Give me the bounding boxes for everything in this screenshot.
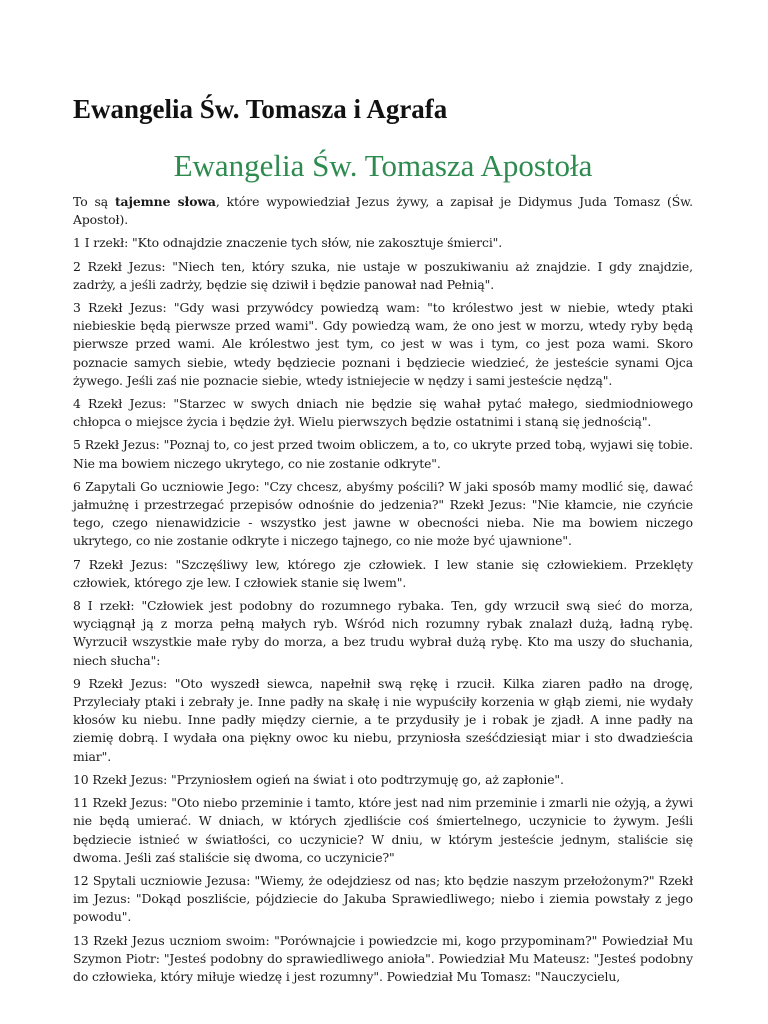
section-heading: Ewangelia Św. Tomasza Apostoła	[173, 148, 593, 183]
verse-7: 7 Rzekł Jezus: "Szczęśliwy lew, którego zje człowiek. I lew stanie się człowiekiem. Przeklęty człowiek, którego zje lew. I człowiek stanie się lwem".	[73, 556, 693, 590]
verse-5: 5 Rzekł Jezus: "Poznaj to, co jest przed twoim obliczem, a to, co ukryte przed tobą, wyjawi się tobie. Nie ma bowiem niczego ukrytego, co nie zostanie odkryte".	[73, 437, 693, 471]
intro-bold-phrase: tajemne słowa	[114, 194, 216, 209]
intro-prefix: To są	[73, 194, 115, 209]
document-page	[73, 0, 693, 991]
verse-10: 10 Rzekł Jezus: "Przyniosłem ogień na świat i oto podtrzymuję go, aż zapłonie".	[73, 771, 564, 787]
intro-paragraph	[73, 193, 693, 229]
verse-2: 2 Rzekł Jezus: "Niech ten, który szuka, nie ustaje w poszukiwaniu aż znajdzie. I gdy znajdzie, zadrży, a jeśli zadrży, będzie się dziwił i będzie panował nad Pełnią".	[73, 258, 693, 292]
intro-suffix: , które wypowiedział Jezus żywy, a zapisał je Didymus Juda Tomasz (Św. Apostoł).	[73, 194, 693, 228]
verse-9: 9 Rzekł Jezus: "Oto wyszedł siewca, napełnił swą rękę i rzucił. Kilka ziaren padło na drogę, Przyleciały ptaki i zebrały je. Inne padły na skałę i nie wypuściły korzenia w głąb ziemi, nie wydały kłosów ku niebu. Inne padły między ciernie, a te przydusiły je i robak je zjadł. A inne padły na ziemię dobrą. I wydała ona piękny owoc ku niebu, przyniosła sześćdziesiąt miar i sto dwadzieścia miar".	[73, 675, 693, 764]
verse-6: 6 Zapytali Go uczniowie Jego: "Czy chcesz, abyśmy pościli? W jaki sposób mamy modlić się, dawać jałmużnę i przestrzegać przepisów odnośnie do jedzenia?" Rzekł Jezus: "Nie kłamcie, nie czyńcie tego, czego nienawidzicie - wszystko jest jawne w obecności nieba. Nie ma bowiem niczego ukrytego, co nie zostanie odkryte i niczego tajnego, co nie może być ujawnione".	[73, 478, 693, 549]
verse-4: 4 Rzekł Jezus: "Starzec w swych dniach nie będzie się wahał pytać małego, siedmiodniowego chłopca o miejsce życia i będzie żył. Wielu pierwszych będzie ostatnimi i staną się jednością".	[73, 396, 693, 430]
verse-12: 12 Spytali uczniowie Jezusa: "Wiemy, że odejdziesz od nas; kto będzie naszym przełożonym?" Rzekł im Jezus: "Dokąd poszliście, pójdziecie do Jakuba Sprawiedliwego; niebo i ziemia powstały z jego powodu".	[73, 872, 693, 925]
verse-13: 13 Rzekł Jezus uczniom swoim: "Porównajcie i powiedzcie mi, kogo przypominam?" Powiedział Mu Szymon Piotr: "Jesteś podobny do sprawiedliwego anioła". Powiedział Mu Mateusz: "Jesteś podobny do człowieka, który miłuje wiedzę i jest rozumny". Powiedział Mu Tomasz: "Nauczycielu,	[73, 932, 693, 984]
verse-8: 8 I rzekł: "Człowiek jest podobny do rozumnego rybaka. Ten, gdy wrzucił swą sieć do morza, wyciągnął ją z morza pełną małych ryb. Wśród nich rozumny rybak znalazł dużą, ładną rybę. Wyrzucił wszystkie małe ryby do morza, a bez trudu wybrał dużą rybę. Kto ma uszy do słuchania, niech słucha":	[73, 598, 693, 668]
verse-3: 3 Rzekł Jezus: "Gdy wasi przywódcy powiedzą wam: "to królestwo jest w niebie, wtedy ptaki niebieskie będą pierwsze przed wami". Gdy powiedzą wam, że ono jest w morzu, wtedy ryby będą pierwsze przed wami. Ale królestwo jest tym, co jest w was i tym, co jest poza wami. Skoro poznacie samych siebie, wtedy będziecie poznani i będziecie wiedzieć, że jesteście synami Ojca żywego. Jeśli zaś nie poznacie siebie, wtedy istniejecie w nędzy i sami jesteście nędzą".	[73, 300, 693, 388]
verse-11: 11 Rzekł Jezus: "Oto niebo przeminie i tamto, które jest nad nim przeminie i zmarli nie ożyją, a żywi nie będą umierać. W dniach, w których zjedliście coś śmiertelnego, uczynicie to żywym. Jeśli będziecie istnieć w światłości, co uczynicie? W dniu, w którym jesteście jednym, staliście się dwoma. Jeśli zaś staliście się dwoma, co uczynicie?"	[73, 795, 693, 865]
document-body	[73, 193, 693, 986]
verse-1: 1 I rzekł: "Kto odnajdzie znaczenie tych słów, nie zakosztuje śmierci".	[73, 235, 503, 251]
page-title: Ewangelia Św. Tomasza i Agrafa	[73, 94, 448, 124]
